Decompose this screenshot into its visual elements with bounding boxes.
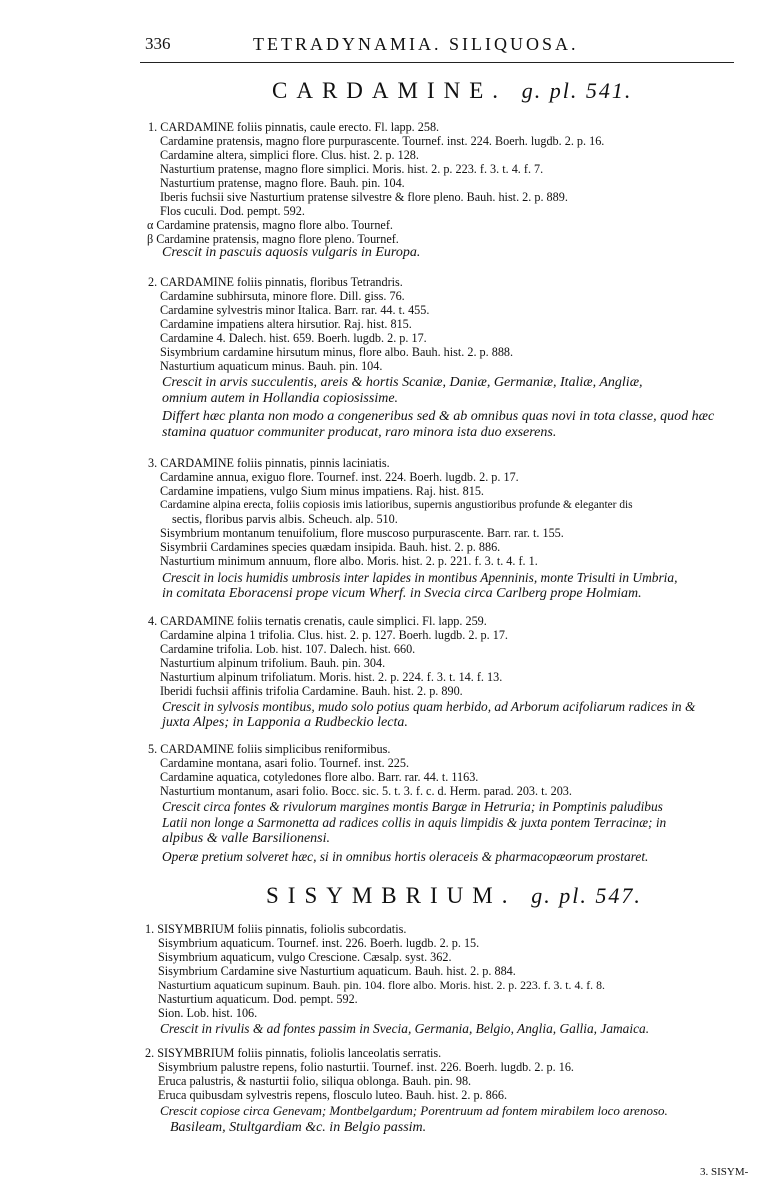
synonym-line: Cardamine altera, simplici flore. Clus. hist. 2. p. 128. [160, 148, 419, 162]
genus-heading: CARDAMINE. g. pl. 541. [272, 78, 633, 103]
synonym-line: Sisymbrium Cardamine sive Nasturtium aquaticum. Bauh. hist. 2. p. 884. [158, 964, 516, 978]
synonym-line: Sisymbrium cardamine hirsutum minus, flore albo. Bauh. hist. 2. p. 888. [160, 345, 514, 359]
habitat-line: Crescit in rivulis & ad fontes passim in Svecia, Germania, Belgio, Anglia, Gallia, Jamaica. [160, 1021, 650, 1036]
variety-line: α Cardamine pratensis, magno flore albo. Tournef. [147, 218, 393, 232]
synonym-line: Iberidi fuchsii affinis trifolia Cardamine. Bauh. hist. 2. p. 890. [160, 684, 463, 698]
habitat-line: Crescit circa fontes & rivulorum margines montis Bargæ in Hetruria; in Pomptinis paludibus [162, 799, 663, 814]
species-diagnosis: 4. CARDAMINE foliis ternatis crenatis, caule simplici. Fl. lapp. 259. [148, 614, 487, 628]
synonym-line: Sisymbrium aquaticum. Tournef. inst. 226. Boerh. lugdb. 2. p. 15. [158, 936, 480, 950]
genus-reference: g. pl. 541. [521, 78, 633, 103]
habitat-line: Crescit in arvis succulentis, areis & hortis Scaniæ, Daniæ, Germaniæ, Italiæ, Angliæ, [162, 375, 643, 390]
habitat-line: Crescit in sylvosis montibus, mudo solo potius quam herbido, ad Arborum acifoliarum radices in & [162, 699, 696, 714]
synonym-line: Eruca quibusdam sylvestris repens, flosculo luteo. Bauh. hist. 2. p. 866. [158, 1088, 507, 1102]
genus-heading: SISYMBRIUM. g. pl. 547. [266, 883, 642, 908]
synonym-line: Cardamine subhirsuta, minore flore. Dill. giss. 76. [160, 289, 405, 303]
habitat-line: alpibus & valle Barsilionensi. [162, 831, 330, 846]
genus-reference: g. pl. 547. [531, 883, 642, 908]
habitat-line: Basileam, Stultgardiam &c. in Belgio passim. [170, 1120, 427, 1135]
habitat-line: Crescit in locis humidis umbrosis inter lapides in montibus Apenninis, monte Trisulti in Umbria, [162, 570, 678, 585]
species-diagnosis: 2. SISYMBRIUM foliis pinnatis, foliolis lanceolatis serratis. [145, 1046, 442, 1060]
habitat-line: juxta Alpes; in Lapponia a Rudbeckio lecta. [162, 715, 408, 730]
species-diagnosis: 2. CARDAMINE foliis pinnatis, floribus Tetrandris. [148, 275, 403, 289]
synonym-line: Sion. Lob. hist. 106. [158, 1006, 258, 1020]
catchword: 3. SISYM- [700, 1166, 749, 1178]
synonym-line: Nasturtium alpinum trifoliatum. Moris. hist. 2. p. 224. f. 3. t. 14. f. 13. [160, 670, 503, 684]
note-line: Operæ pretium solveret hæc, si in omnibus hortis oleraceis & pharmacopæorum prostaret. [162, 849, 649, 864]
habitat-line: Latii non longe a Sarmonetta ad radices collis in aquis limpidis & juxta pontem Terracinæ; in [162, 815, 667, 830]
species-diagnosis: 1. SISYMBRIUM foliis pinnatis, foliolis subcordatis. [145, 922, 407, 936]
habitat-line: Crescit copiose circa Genevam; Montbelgardum; Porentruum ad fontem mirabilem loco arenoso. [160, 1103, 668, 1118]
synonym-line: Nasturtium aquaticum supinum. Bauh. pin. 104. flore albo. Moris. hist. 2. p. 223. f. 3. t. 4. f. 8. [158, 978, 605, 992]
synonym-line: Eruca palustris, & nasturtii folio, siliqua oblonga. Bauh. pin. 98. [158, 1074, 472, 1088]
page-number: 336 [145, 34, 171, 53]
synonym-line: Cardamine pratensis, magno flore purpurascente. Tournef. inst. 224. Boerh. lugdb. 2. p. 16. [160, 134, 605, 148]
note-line: Differt hæc planta non modo a congeneribus sed & ab omnibus quas novi in tota classe, quod hæc [162, 409, 715, 424]
header-rule [140, 62, 734, 63]
synonym-line: Sisymbrium palustre repens, folio nasturtii. Tournef. inst. 226. Boerh. lugdb. 2. p. 16. [158, 1060, 574, 1074]
species-diagnosis: 5. CARDAMINE foliis simplicibus reniformibus. [148, 742, 391, 756]
species-diagnosis: 3. CARDAMINE foliis pinnatis, pinnis laciniatis. [148, 456, 390, 470]
page-header [145, 34, 650, 60]
synonym-line: Cardamine 4. Dalech. hist. 659. Boerh. lugdb. 2. p. 17. [160, 331, 427, 345]
synonym-line: sectis, floribus parvis albis. Scheuch. alp. 510. [172, 512, 398, 526]
synonym-line: Cardamine aquatica, cotyledones flore albo. Barr. rar. 44. t. 1163. [160, 770, 479, 784]
habitat-line: in comitata Eboracensi prope vicum Wherf. in Svecia circa Carlberg prope Holmiam. [162, 586, 642, 601]
habitat-line: Crescit in pascuis aquosis vulgaris in Europa. [162, 245, 421, 260]
synonym-line: Nasturtium montanum, asari folio. Bocc. sic. 5. t. 3. f. c. d. Herm. parad. 203. t. 203. [160, 784, 572, 798]
synonym-line: Cardamine impatiens, vulgo Sium minus impatiens. Raj. hist. 815. [160, 484, 484, 498]
synonym-line: Nasturtium aquaticum minus. Bauh. pin. 104. [160, 359, 383, 373]
synonym-line: Cardamine montana, asari folio. Tournef. inst. 225. [160, 756, 410, 770]
note-line: stamina quatuor communiter producat, raro minora ista duo exserens. [162, 425, 557, 440]
species-diagnosis: 1. CARDAMINE foliis pinnatis, caule erecto. Fl. lapp. 258. [148, 120, 440, 134]
running-title: TETRADYNAMIA. SILIQUOSA. [253, 34, 579, 54]
synonym-line: Flos cuculi. Dod. pempt. 592. [160, 204, 305, 218]
synonym-line: Nasturtium aquaticum. Dod. pempt. 592. [158, 992, 358, 1006]
synonym-line: Sisymbrium aquaticum, vulgo Crescione. Cæsalp. syst. 362. [158, 950, 452, 964]
synonym-line: Nasturtium alpinum trifolium. Bauh. pin. 304. [160, 656, 386, 670]
synonym-line: Cardamine sylvestris minor Italica. Barr. rar. 44. t. 455. [160, 303, 430, 317]
habitat-line: omnium autem in Hollandia copiosissime. [162, 391, 399, 406]
synonym-line: Iberis fuchsii sive Nasturtium pratense silvestre & flore pleno. Bauh. hist. 2. p. 889. [160, 190, 568, 204]
synonym-line: Cardamine annua, exiguo flore. Tournef. inst. 224. Boerh. lugdb. 2. p. 17. [160, 470, 519, 484]
synonym-line: Cardamine trifolia. Lob. hist. 107. Dalech. hist. 660. [160, 642, 416, 656]
synonym-line: Nasturtium minimum annuum, flore albo. Moris. hist. 2. p. 221. f. 3. t. 4. f. 1. [160, 554, 538, 568]
synonym-line: Cardamine alpina erecta, foliis copiosis imis latioribus, supernis angustioribus profunde & eleganter dis [160, 499, 633, 511]
synonym-line: Cardamine alpina 1 trifolia. Clus. hist. 2. p. 127. Boerh. lugdb. 2. p. 17. [160, 628, 508, 642]
synonym-line: Nasturtium pratense, magno flore. Bauh. pin. 104. [160, 176, 405, 190]
synonym-line: Nasturtium pratense, magno flore simplici. Moris. hist. 2. p. 223. f. 3. t. 4. f. 7. [160, 162, 544, 176]
synonym-line: Sisymbrium montanum tenuifolium, flore muscoso purpurascente. Barr. rar. t. 155. [160, 526, 564, 540]
synonym-line: Cardamine impatiens altera hirsutior. Raj. hist. 815. [160, 317, 412, 331]
variety-line: β Cardamine pratensis, magno flore pleno. Tournef. [147, 232, 399, 246]
synonym-line: Sisymbrii Cardamines species quædam insipida. Bauh. hist. 2. p. 886. [160, 540, 501, 554]
